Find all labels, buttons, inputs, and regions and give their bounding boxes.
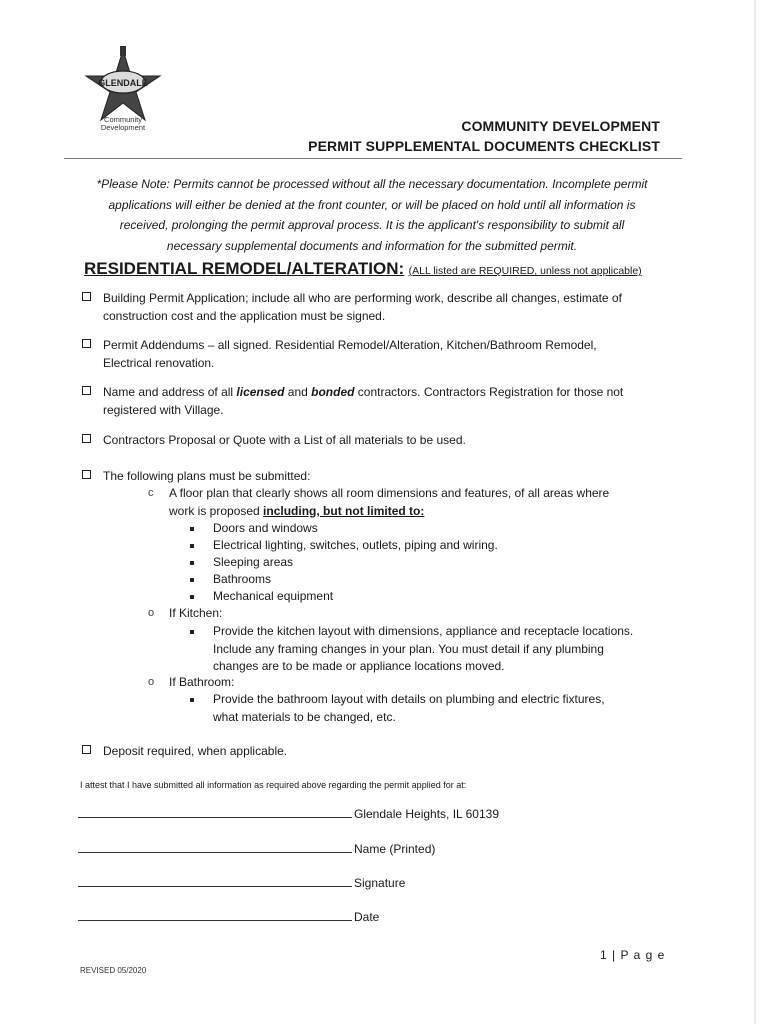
checkbox-icon[interactable] — [82, 386, 91, 395]
logo-caption-line1: Community — [104, 115, 142, 124]
revised-date: REVISED 05/2020 — [80, 966, 147, 975]
item-line: Contractors Proposal or Quote with a List of all materials to be used. — [103, 433, 466, 447]
name-label: Name (Printed) — [354, 842, 436, 856]
location-label: Glendale Heights, IL 60139 — [354, 807, 499, 821]
floor-bullet — [213, 554, 293, 572]
note-line: *Please Note: Permits cannot be processed without all the necessary documentation. Incomplete permit — [96, 177, 648, 191]
document-header — [308, 116, 660, 156]
bullet-icon — [190, 630, 194, 634]
checkbox-icon[interactable] — [82, 339, 91, 348]
item-line: construction cost and the application must be signed. — [103, 309, 386, 323]
bullet-text: Sleeping areas — [213, 555, 294, 569]
checklist-item-permit-addendums — [82, 336, 682, 372]
please-note — [64, 174, 680, 256]
attest-statement: I attest that I have submitted all information as required above regarding the permit applied for at: — [80, 780, 467, 790]
checklist-item-building-permit — [82, 289, 682, 325]
logo-caption — [78, 116, 168, 132]
checklist-item-contractors — [82, 383, 682, 419]
bullet-icon — [190, 595, 194, 599]
sub-marker: o — [148, 676, 155, 688]
header-line2: PERMIT SUPPLEMENTAL DOCUMENTS CHECKLIST — [308, 138, 660, 154]
checkbox-icon[interactable] — [82, 745, 91, 754]
bullet-text: Doors and windows — [213, 521, 318, 535]
name-row — [78, 842, 435, 856]
item-line: Electrical renovation. — [103, 356, 215, 370]
floor-bullet — [213, 588, 333, 606]
plan-bathroom-label: If Bathroom: — [169, 675, 235, 689]
page-number: 1 | P a g e — [600, 948, 666, 962]
signature-field[interactable] — [78, 876, 352, 887]
section-subtitle: (ALL listed are REQUIRED, unless not applicable) — [408, 265, 642, 277]
bullet-text: Provide the kitchen layout with dimensions, appliance and receptacle locations. — [213, 624, 634, 638]
bullet-text: changes are to be made or appliance locations moved. — [213, 659, 505, 673]
header-divider — [64, 158, 682, 159]
bullet-icon — [190, 578, 194, 582]
plan-text: work is proposed — [169, 503, 264, 518]
bullet-text: Bathrooms — [213, 572, 272, 586]
bullet-text: Include any framing changes in your plan. You must detail if any plumbing — [213, 641, 604, 656]
note-line: received, prolonging the permit approval process. It is the applicant's responsibility to submit all — [119, 218, 625, 232]
item-text: contractors. Contractors Registration for those not — [354, 385, 624, 399]
checklist-item-deposit — [82, 742, 682, 760]
note-line: necessary supplemental documents and information for the submitted permit. — [166, 238, 578, 253]
signature-label: Signature — [354, 876, 406, 890]
plan-kitchen — [148, 605, 223, 623]
checklist-item-plans — [82, 467, 682, 485]
section-title: RESIDENTIAL REMODEL/ALTERATION: — [84, 259, 405, 278]
page-edge-shadow — [754, 0, 756, 1024]
logo-caption-line2: Development — [100, 123, 146, 132]
sub-marker: o — [148, 607, 155, 619]
date-label: Date — [354, 910, 380, 924]
bathroom-bullet — [213, 691, 605, 726]
checklist-item-proposal — [82, 431, 682, 449]
checkbox-icon[interactable] — [82, 434, 91, 443]
location-field[interactable] — [78, 807, 352, 818]
bonded-emphasis: bonded — [311, 385, 355, 399]
item-line: Permit Addendums – all signed. Residential Remodel/Alteration, Kitchen/Bathroom Remodel, — [103, 338, 597, 352]
logo-badge-text: GLENDALE — [98, 78, 148, 88]
plan-bathroom — [148, 674, 235, 692]
bullet-text: what materials to be changed, etc. — [213, 709, 396, 724]
floor-bullet — [213, 571, 271, 589]
item-line: registered with Village. — [103, 403, 224, 417]
date-row — [78, 910, 379, 924]
kitchen-bullet — [213, 623, 633, 676]
header-line1: COMMUNITY DEVELOPMENT — [461, 118, 660, 134]
plan-floor-line2 — [169, 503, 609, 521]
checkbox-icon[interactable] — [82, 292, 91, 301]
item-line: Deposit required, when applicable. — [103, 744, 288, 758]
village-logo — [78, 46, 168, 138]
item-text: and — [284, 385, 312, 399]
bullet-icon — [190, 561, 194, 565]
signature-row — [78, 876, 405, 890]
star-badge-icon — [78, 46, 168, 126]
plan-kitchen-label: If Kitchen: — [169, 606, 223, 620]
including-emphasis: including, but not limited to: — [263, 503, 425, 518]
floor-bullet — [213, 537, 498, 555]
bullet-icon — [190, 544, 194, 548]
item-line — [103, 383, 682, 401]
sub-marker: c — [148, 487, 154, 499]
bullet-text: Mechanical equipment — [213, 589, 334, 603]
bullet-icon — [190, 527, 194, 531]
plan-floor — [148, 485, 610, 520]
plan-floor-line1: A floor plan that clearly shows all room dimensions and features, of all areas where — [169, 486, 610, 500]
bullet-icon — [190, 698, 194, 702]
floor-bullet — [213, 520, 318, 538]
licensed-emphasis: licensed — [236, 385, 285, 399]
date-field[interactable] — [78, 910, 352, 921]
section-heading — [84, 259, 642, 279]
bullet-text: Electrical lighting, switches, outlets, piping and wiring. — [213, 538, 498, 552]
name-field[interactable] — [78, 842, 352, 853]
bullet-text: Provide the bathroom layout with details on plumbing and electric fixtures, — [213, 692, 605, 706]
location-row — [78, 807, 499, 821]
item-line: The following plans must be submitted: — [103, 469, 311, 483]
note-line: applications will either be denied at the front counter, or will be placed on hold until all information is — [108, 197, 636, 212]
item-text: Name and address of all — [103, 385, 237, 399]
item-line: Building Permit Application; include all who are performing work, describe all changes, estimate of — [103, 291, 622, 305]
checkbox-icon[interactable] — [82, 470, 91, 479]
